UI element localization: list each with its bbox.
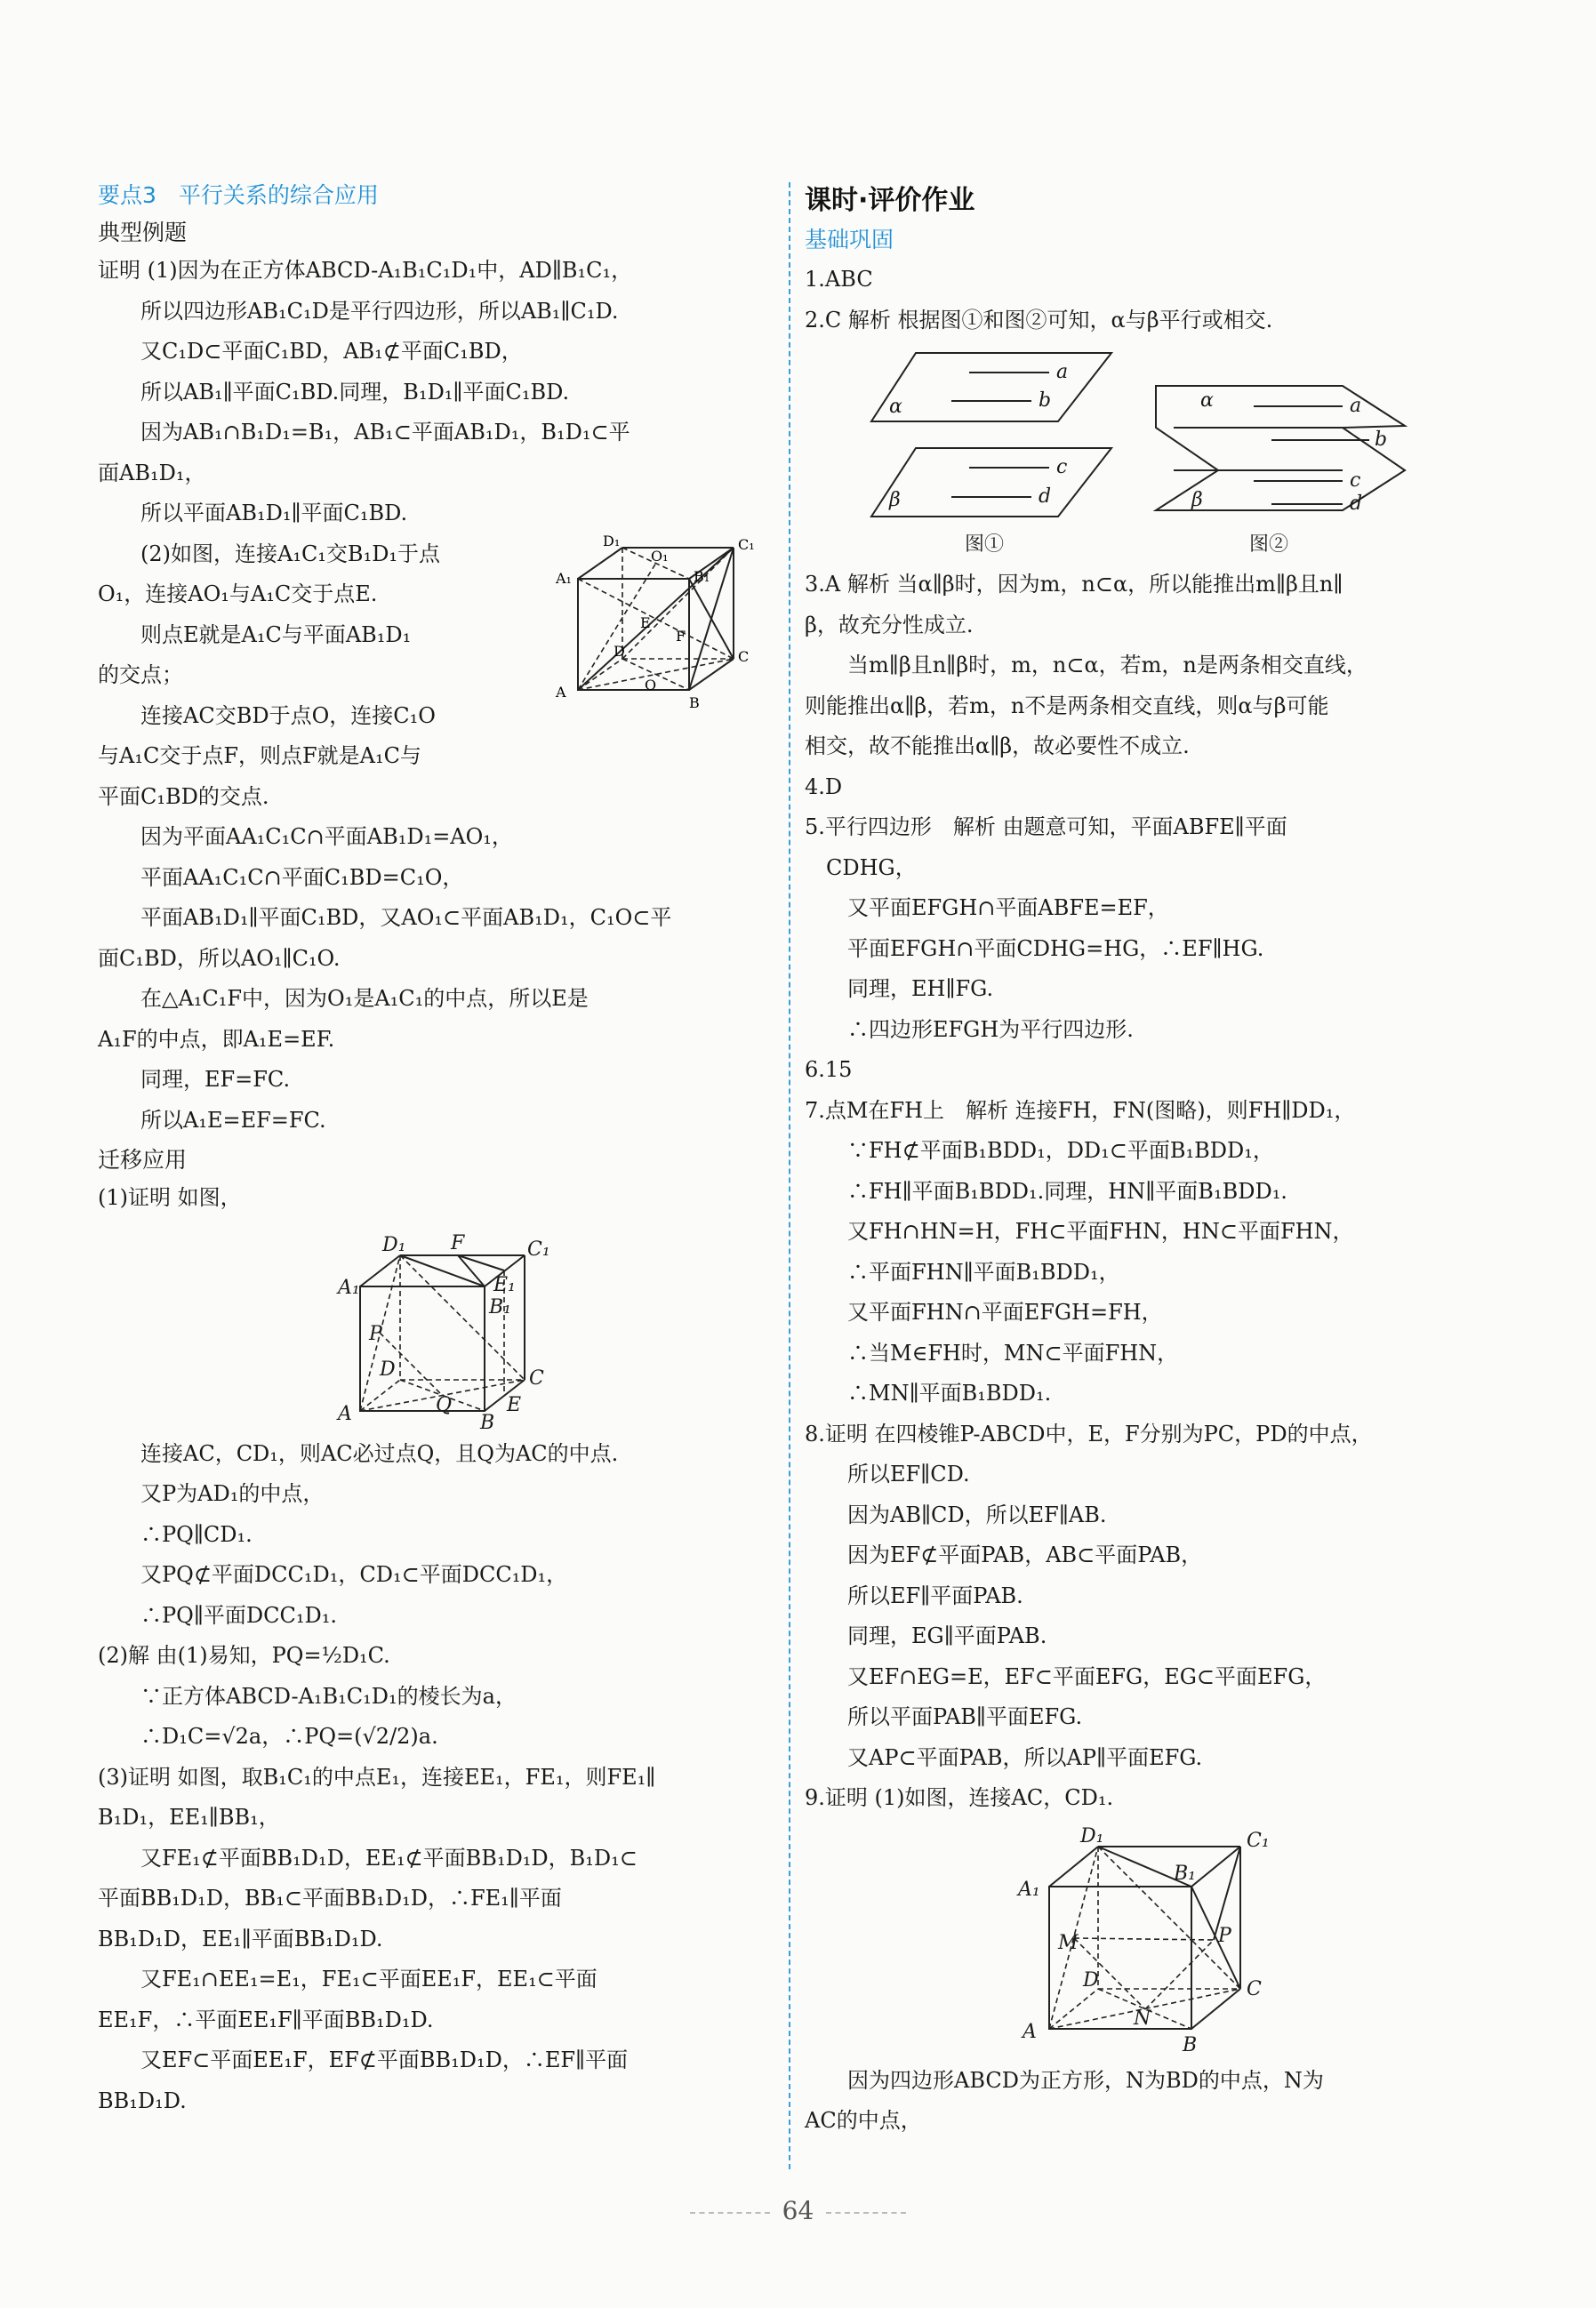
label-a2: a (1350, 395, 1362, 417)
text-line: 平面AB₁D₁∥平面C₁BD，又AO₁⊂平面AB₁D₁，C₁O⊂平 (98, 905, 672, 930)
text-line: 在△A₁C₁F中，因为O₁是A₁C₁的中点，所以E是 (98, 986, 589, 1011)
text-line: 9.证明 (1)如图，连接AC，CD₁. (805, 1785, 1114, 1810)
text-line: 又C₁D⊂平面C₁BD，AB₁⊄平面C₁BD， (98, 339, 523, 364)
footer-dash (826, 2212, 906, 2214)
svg-text:B: B (689, 693, 700, 711)
text-line: 8.证明 在四棱锥P-ABCD中，E，F分别为PC，PD的中点， (805, 1421, 1373, 1447)
svg-text:B₁: B₁ (694, 567, 710, 585)
label-c1: c (1056, 456, 1068, 478)
text-line: ∴PQ∥CD₁. (98, 1521, 253, 1547)
text-line: ∴平面FHN∥平面B₁BDD₁， (805, 1259, 1120, 1285)
svg-text:F: F (676, 627, 686, 645)
text-line: 又平面EFGH∩平面ABFE=EF， (805, 895, 1169, 920)
label-b1: b (1039, 389, 1052, 412)
planes-figure (871, 346, 1423, 559)
text-line: 所以AB₁∥平面C₁BD.同理，B₁D₁∥平面C₁BD. (98, 379, 570, 405)
text-line: 因为EF⊄平面PAB，AB⊂平面PAB， (805, 1543, 1203, 1567)
text-line: 又PQ⊄平面DCC₁D₁，CD₁⊂平面DCC₁D₁， (98, 1562, 568, 1587)
text-line: 所以四边形AB₁C₁D是平行四边形，所以AB₁∥C₁D. (98, 298, 619, 324)
svg-text:P: P (1218, 1924, 1231, 1947)
svg-text:A₁: A₁ (338, 1276, 360, 1299)
text-line: 所以EF∥CD. (805, 1462, 970, 1487)
svg-text:F: F (451, 1231, 465, 1254)
text-line: 证明 (1)因为在正方体ABCD-A₁B₁C₁D₁中，AD∥B₁C₁， (98, 258, 633, 283)
label-a1: a (1056, 361, 1069, 383)
text-line: ∴当M∈FH时，MN⊂平面FHN， (805, 1340, 1179, 1366)
text-line: 因为AB∥CD，所以EF∥AB. (805, 1502, 1107, 1527)
label-c2: c (1350, 469, 1361, 492)
text-line: 7.点M在FH上 解析 连接FH，FN(图略)，则FH∥DD₁， (805, 1097, 1356, 1123)
svg-text:C₁: C₁ (738, 535, 755, 553)
text-line: 因为四边形ABCD为正方形，N为BD的中点，N为 (805, 2067, 1324, 2093)
text-line: 同理，EH∥FG. (805, 976, 994, 1001)
label-b2: b (1375, 429, 1388, 451)
footer-dash (690, 2212, 770, 2214)
svg-text:D: D (1083, 1968, 1099, 1991)
text-line: ∴D₁C=√2a，∴PQ=(√2/2)a. (98, 1724, 438, 1749)
svg-text:C: C (1247, 1977, 1262, 2000)
svg-text:Q: Q (436, 1393, 453, 1416)
text-line: 平面C₁BD的交点. (98, 783, 269, 809)
text-line: BB₁D₁D，EE₁∥平面BB₁D₁D. (98, 1926, 383, 1951)
text-line: 连接AC，CD₁，则AC必过点Q，且Q为AC的中点. (98, 1440, 619, 1466)
figure-caption-2: 图② (1249, 533, 1289, 556)
proof-part1 (98, 251, 782, 534)
text-line: 因为平面AA₁C₁C∩平面AB₁D₁=AO₁， (98, 824, 513, 849)
text-line: 2.C 解析 根据图①和图②可知，α与β平行或相交. (805, 307, 1273, 333)
text-line: (3)证明 如图，取B₁C₁的中点E₁，连接EE₁，FE₁，则FE₁∥ (98, 1764, 656, 1790)
text-line: 面AB₁D₁， (98, 460, 206, 485)
svg-text:N: N (1134, 2007, 1151, 2030)
example-title: 典型例题 (98, 220, 188, 245)
svg-text:B₁: B₁ (489, 1295, 511, 1318)
text-line: 面C₁BD，所以AO₁∥C₁O. (98, 945, 341, 971)
text-line: 所以平面PAB∥平面EFG. (805, 1704, 1083, 1729)
cube-figure-1 (551, 530, 791, 743)
svg-text:A: A (338, 1402, 352, 1425)
text-line: ∴PQ∥平面DCC₁D₁. (98, 1602, 337, 1628)
proof-part2 (98, 534, 782, 818)
text-line: CDHG， (805, 854, 917, 880)
text-line: ∴MN∥平面B₁BDD₁. (805, 1381, 1052, 1406)
section-heading: 要点3 平行关系的综合应用 (98, 182, 379, 208)
text-line: 又AP⊂平面PAB，所以AP∥平面EFG. (805, 1744, 1203, 1770)
text-line: 平面AA₁C₁C∩平面C₁BD=C₁O， (98, 864, 464, 890)
text-line: 3.A 解析 当α∥β时，因为m，n⊂α，所以能推出m∥β且n∥ (805, 572, 1343, 597)
proof-part3 (98, 817, 782, 1141)
svg-text:D: D (614, 642, 625, 660)
text-line: 同理，EG∥平面PAB. (805, 1623, 1047, 1648)
label-d1: d (1039, 485, 1052, 508)
svg-text:M: M (1058, 1931, 1079, 1954)
text-line: 当m∥β且n∥β时，m，n⊂α，若m，n是两条相交直线， (805, 653, 1367, 677)
text-line: 则能推出α∥β，若m，n不是两条相交直线，则α与β可能 (805, 693, 1329, 718)
label-beta1: β (889, 489, 901, 511)
column-divider (789, 182, 790, 2169)
text-line: 所以A₁E=EF=FC. (98, 1107, 326, 1133)
svg-text:C: C (529, 1366, 544, 1390)
page-number-bar (0, 2196, 1596, 2225)
svg-text:A: A (1023, 2020, 1037, 2043)
text-line: 5.平行四边形 解析 由题意可知，平面ABFE∥平面 (805, 814, 1287, 839)
text-line: (2)如图，连接A₁C₁交B₁D₁于点 (98, 541, 441, 566)
svg-text:O: O (645, 676, 657, 693)
homework-heading: 课时·评价作业 (805, 185, 975, 216)
transfer-title: 迁移应用 (98, 1147, 188, 1173)
svg-text:D₁: D₁ (382, 1233, 406, 1256)
text-line: 又EF⊂平面EE₁F，EF⊄平面BB₁D₁D，∴EF∥平面 (98, 2048, 629, 2072)
text-line: EE₁F，∴平面EE₁F∥平面BB₁D₁D. (98, 2007, 434, 2032)
svg-text:A₁: A₁ (1018, 1878, 1040, 1901)
text-line: 1.ABC (805, 267, 873, 292)
text-line: β，故充分性成立. (805, 612, 974, 637)
svg-text:O₁: O₁ (651, 547, 669, 565)
svg-text:C₁: C₁ (527, 1238, 550, 1261)
svg-text:D: D (380, 1358, 396, 1381)
svg-text:C₁: C₁ (1247, 1829, 1270, 1852)
text-line: 的交点； (98, 662, 183, 687)
svg-text:E₁: E₁ (493, 1273, 516, 1296)
svg-text:C: C (738, 647, 750, 665)
text-line: 平面EFGH∩平面CDHG=HG，∴EF∥HG. (805, 935, 1264, 961)
text-line: BB₁D₁D. (98, 2088, 187, 2113)
text-line: O₁，连接AO₁与A₁C交于点E. (98, 581, 378, 606)
right-column (805, 178, 1489, 2142)
label-alpha1: α (889, 396, 902, 418)
svg-text:P: P (369, 1322, 382, 1345)
text-line: ∴四边形EFGH为平行四边形. (805, 1016, 1134, 1042)
svg-text:D₁: D₁ (1080, 1824, 1104, 1847)
text-line: AC的中点， (805, 2108, 922, 2133)
text-line: 所以平面AB₁D₁∥平面C₁BD. (98, 501, 408, 525)
text-line: 因为AB₁∩B₁D₁=B₁，AB₁⊂平面AB₁D₁，B₁D₁⊂平 (98, 420, 630, 445)
text-line: ∵正方体ABCD-A₁B₁C₁D₁的棱长为a， (98, 1683, 517, 1709)
text-line: 又FH∩HN=H，FH⊂平面FHN，HN⊂平面FHN， (805, 1219, 1354, 1244)
text-line: A₁F的中点，即A₁E=EF. (98, 1026, 335, 1052)
text-line: 所以EF∥平面PAB. (805, 1583, 1023, 1608)
svg-text:A: A (556, 683, 566, 701)
text-line: 又平面FHN∩平面EFGH=FH， (805, 1300, 1163, 1325)
figure-caption-1: 图① (965, 533, 1005, 556)
text-line: 相交，故不能推出α∥β，故必要性不成立. (805, 733, 1190, 758)
svg-text:B: B (1183, 2033, 1198, 2056)
text-line: 同理，EF=FC. (98, 1067, 291, 1092)
svg-text:A₁: A₁ (556, 569, 572, 587)
text-line: 6.15 (805, 1057, 853, 1082)
page-number: 64 (782, 2196, 814, 2225)
text-line: (1)证明 如图， (98, 1185, 242, 1210)
text-line: ∵FH⊄平面B₁BDD₁，DD₁⊂平面B₁BDD₁， (805, 1138, 1274, 1163)
text-line: 又FE₁⊄平面BB₁D₁D，EE₁⊄平面BB₁D₁D，B₁D₁⊂ (98, 1845, 638, 1871)
text-line: 4.D (805, 773, 843, 799)
cube-figure-3 (1014, 1824, 1280, 2056)
text-line: 与A₁C交于点F，则点F就是A₁C与 (98, 743, 421, 768)
basics-heading: 基础巩固 (805, 227, 894, 252)
text-line: (2)解 由(1)易知，PQ=½D₁C. (98, 1643, 390, 1668)
cube-figure-2 (333, 1224, 550, 1434)
svg-text:E: E (640, 613, 651, 631)
left-column (98, 178, 782, 2121)
text-line: 又FE₁∩EE₁=E₁，FE₁⊂平面EE₁F，EE₁⊂平面 (98, 1967, 597, 1991)
svg-text:E: E (507, 1393, 522, 1416)
label-d2: d (1350, 493, 1363, 515)
label-alpha2: α (1200, 389, 1214, 412)
label-beta2: β (1191, 489, 1203, 511)
text-line: 连接AC交BD于点O，连接C₁O (98, 702, 436, 728)
answers-block (805, 565, 1489, 1819)
svg-text:B: B (480, 1411, 495, 1434)
svg-text:B₁: B₁ (1174, 1862, 1196, 1885)
text-line: 又P为AD₁的中点， (98, 1481, 325, 1506)
proof-part4 (98, 1434, 782, 2122)
svg-text:D₁: D₁ (603, 532, 621, 549)
text-line: 平面BB₁D₁D，BB₁⊂平面BB₁D₁D，∴FE₁∥平面 (98, 1886, 562, 1911)
text-line: 又EF∩EG=E，EF⊂平面EFG，EG⊂平面EFG， (805, 1663, 1327, 1689)
text-line: 则点E就是A₁C与平面AB₁D₁ (98, 621, 412, 647)
text-line: B₁D₁，EE₁∥BB₁， (98, 1805, 280, 1830)
text-line: ∴FH∥平面B₁BDD₁.同理，HN∥平面B₁BDD₁. (805, 1178, 1287, 1204)
